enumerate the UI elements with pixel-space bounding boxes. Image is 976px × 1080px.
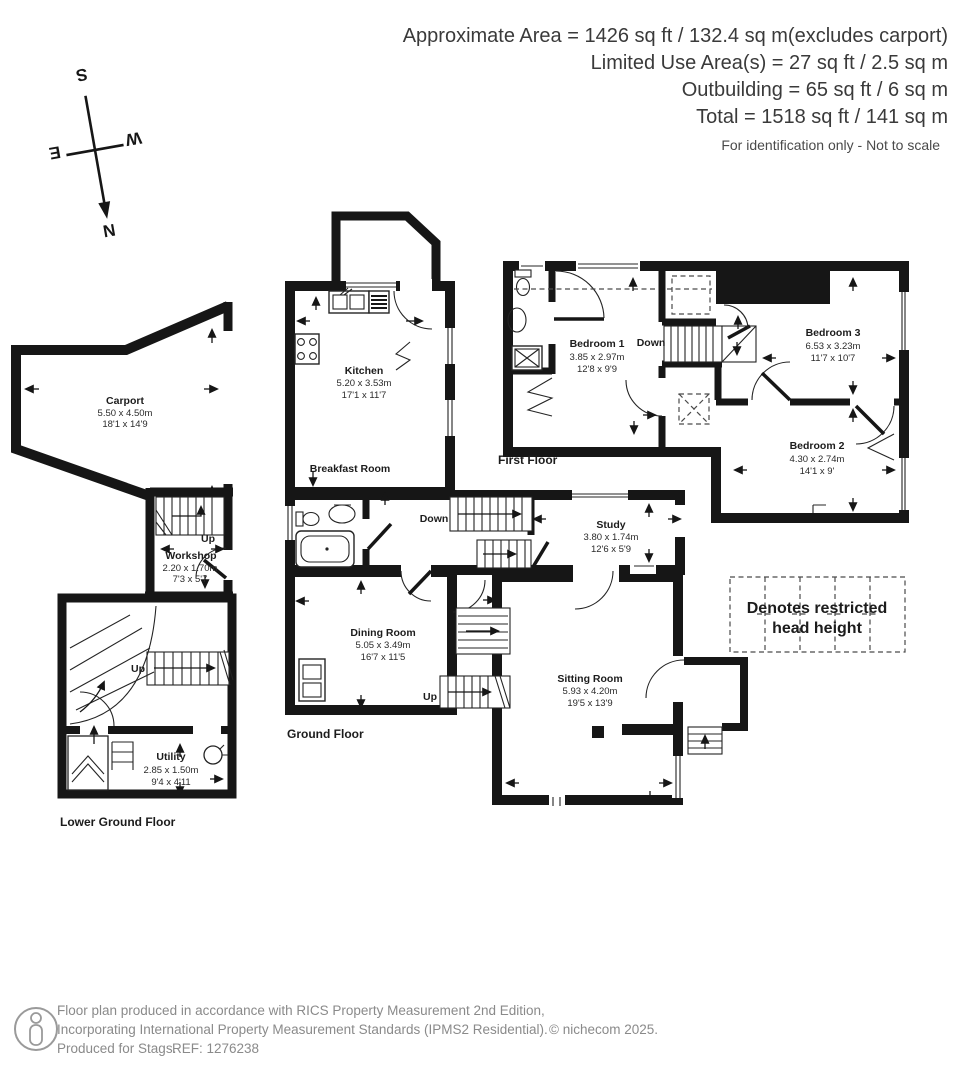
footer-copyright: © nichecom 2025. xyxy=(549,1022,659,1037)
dining-room-imperial: 16'7 x 11'5 xyxy=(360,652,406,663)
carport-label: Carport xyxy=(106,395,144,407)
sitting-room-imperial: 19'5 x 13'9 xyxy=(567,698,613,709)
bedroom1-label: Bedroom 1 xyxy=(569,338,625,350)
footer-line1: Floor plan produced in accordance with RICS Property Measurement 2nd Edition, xyxy=(57,1003,545,1018)
compass-west-label: W xyxy=(124,127,144,150)
ground-down-label: Down xyxy=(419,513,449,525)
lower-ground-floor-label: Lower Ground Floor xyxy=(60,815,176,829)
workshop-up-label: Up xyxy=(201,533,215,545)
compass-north-label: N xyxy=(101,219,117,241)
bedroom2-metric: 4.30 x 2.74m xyxy=(789,454,845,465)
bedroom2-imperial: 14'1 x 9' xyxy=(799,466,835,477)
carport-metric: 5.50 x 4.50m xyxy=(97,408,153,419)
total-area-text: Total = 1518 sq ft / 141 sq m xyxy=(696,106,948,128)
sitting-room-metric: 5.93 x 4.20m xyxy=(562,686,618,697)
outbuilding-area-text: Outbuilding = 65 sq ft / 6 sq m xyxy=(681,79,948,101)
footer-line2: Incorporating International Property Measurement Standards (IPMS2 Residential). xyxy=(57,1022,548,1037)
study-metric: 3.80 x 1.74m xyxy=(583,532,639,543)
lower-up-label: Up xyxy=(131,663,145,675)
workshop-metric: 2.20 x 1.70m xyxy=(162,563,218,574)
workshop-label: Workshop xyxy=(165,550,217,562)
dining-room-label: Dining Room xyxy=(350,627,416,639)
compass-south-label: S xyxy=(74,64,89,86)
compass-north-arrow-icon xyxy=(98,201,113,220)
bedroom1-imperial: 12'8 x 9'9 xyxy=(576,364,618,375)
kitchen-label: Kitchen xyxy=(344,365,384,377)
approximate-area-text: Approximate Area = 1426 sq ft / 132.4 sq m(excludes carport) xyxy=(402,25,948,47)
study-label: Study xyxy=(596,519,626,531)
workshop-imperial: 7'3 x 5'7 xyxy=(172,574,208,585)
carport-imperial: 18'1 x 14'9 xyxy=(102,419,148,430)
bedroom3-label: Bedroom 3 xyxy=(805,327,861,339)
nichecom-person-icon xyxy=(15,1008,57,1050)
utility-imperial: 9'4 x 4'11 xyxy=(151,777,191,788)
dining-room-metric: 5.05 x 3.49m xyxy=(355,640,411,651)
dining-up-label: Up xyxy=(423,691,437,703)
compass-rose xyxy=(35,57,158,248)
utility-metric: 2.85 x 1.50m xyxy=(143,765,199,776)
footer-line3: Produced for Stags. xyxy=(57,1041,177,1056)
bedroom3-imperial: 11'7 x 10'7 xyxy=(810,353,856,364)
carport-plan xyxy=(16,302,228,500)
bedroom1-metric: 3.85 x 2.97m xyxy=(569,352,625,363)
legend-restricted-line1: Denotes restricted xyxy=(746,600,888,617)
restricted-head-height-legend xyxy=(730,577,905,652)
kitchen-imperial: 17'1 x 11'7 xyxy=(341,390,387,401)
bedroom3-metric: 6.53 x 3.23m xyxy=(805,341,861,352)
first-floor-plan xyxy=(498,260,910,518)
utility-label: Utility xyxy=(156,751,186,763)
breakfast-room-label: Breakfast Room xyxy=(309,463,391,475)
scale-disclaimer-text: For identification only - Not to scale xyxy=(721,137,940,153)
bedroom2-label: Bedroom 2 xyxy=(789,440,845,452)
lower-ground-floor-plan xyxy=(60,487,234,829)
limited-use-area-text: Limited Use Area(s) = 27 sq ft / 2.5 sq m xyxy=(590,52,948,74)
legend-restricted-line2: head height xyxy=(772,620,862,637)
footer-ref: REF: 1276238 xyxy=(172,1041,260,1056)
ground-floor-label: Ground Floor xyxy=(287,727,364,741)
first-down-label: Down xyxy=(636,337,666,349)
kitchen-metric: 5.20 x 3.53m xyxy=(336,378,392,389)
sitting-room-label: Sitting Room xyxy=(557,673,623,685)
footer xyxy=(15,1003,658,1056)
study-imperial: 12'6 x 5'9 xyxy=(590,544,632,555)
first-floor-label: First Floor xyxy=(498,453,558,467)
compass-east-label: E xyxy=(47,142,63,163)
area-summary xyxy=(403,25,948,153)
